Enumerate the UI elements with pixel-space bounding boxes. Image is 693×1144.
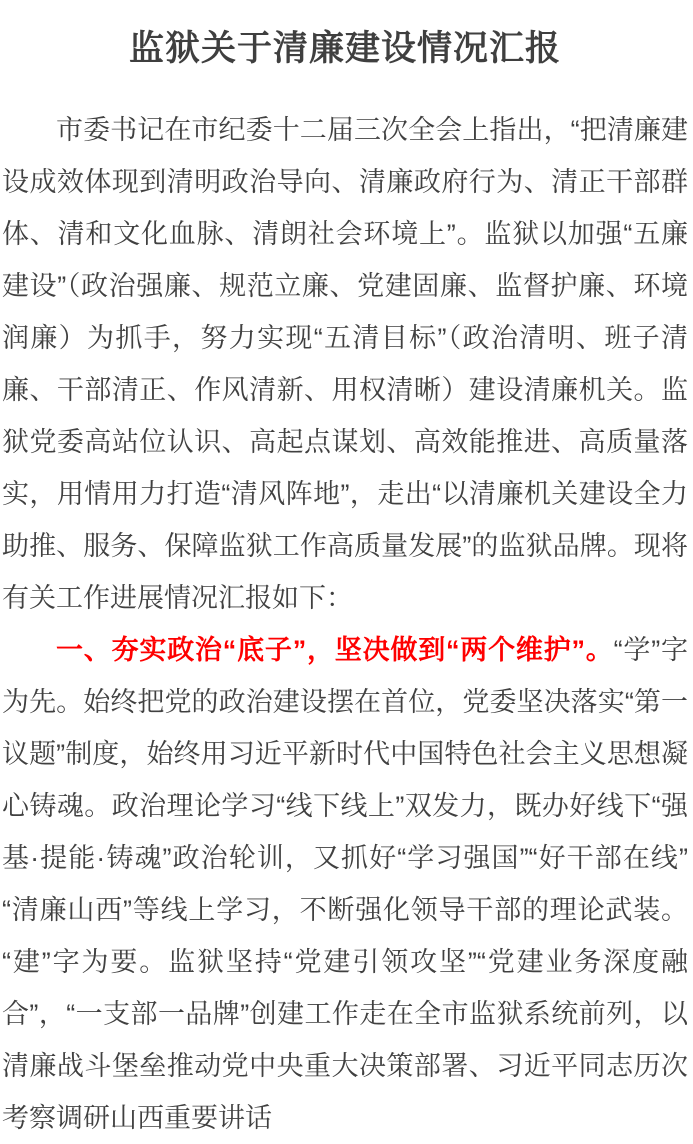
paragraph-intro: 市委书记在市纪委十二届三次全会上指出，“把清廉建设成效体现到清明政治导向、清廉政府行为、清正干部群体、清和文化血脉、清朗社会环境上”。监狱以加强“五廉建设”（政治强廉、规范立廉、党建固廉、监督护廉、环境润廉）为抓手，努力实现“五清目标”（政治清明、班子清廉、干部清正、作风清新、用权清晰）建设清廉机关。监狱党委高站位认识、高起点谋划、高效能推进、高质量落实，用情用力打造“清风阵地”，走出“以清廉机关建设全力助推、服务、保障监狱工作高质量发展”的监狱品牌。现将有关工作进展情况汇报如下： (2, 115, 688, 613)
page-title: 监狱关于清廉建设情况汇报 (128, 29, 561, 68)
document-body (2, 104, 688, 1144)
section-heading-red: 一、夯实政治“底子”，坚决做到“两个维护”。 (56, 635, 614, 665)
document-page (0, 26, 693, 1133)
paragraph-section-1 (2, 624, 688, 1144)
section-body-text: “学”字为先。始终把党的政治建设摆在首位，党委坚决落实“第一议题”制度，始终用习近平新时代中国特色社会主义思想凝心铸魂。政治理论学习“线下线上”双发力，既办好线下“强基·提能·铸魂”政治轮训，又抓好“学习强国”“好干部在线”“清廉山西”等线上学习，不断强化领导干部的理论武装。“建”字为要。监狱坚持“党建引领攻坚”“党建业务深度融合”，“一支部一品牌”创建工作走在全市监狱系统前列，以清廉战斗堡垒推动党中央重大决策部署、习近平同志历次考察调研山西重要讲话 (2, 635, 689, 1133)
